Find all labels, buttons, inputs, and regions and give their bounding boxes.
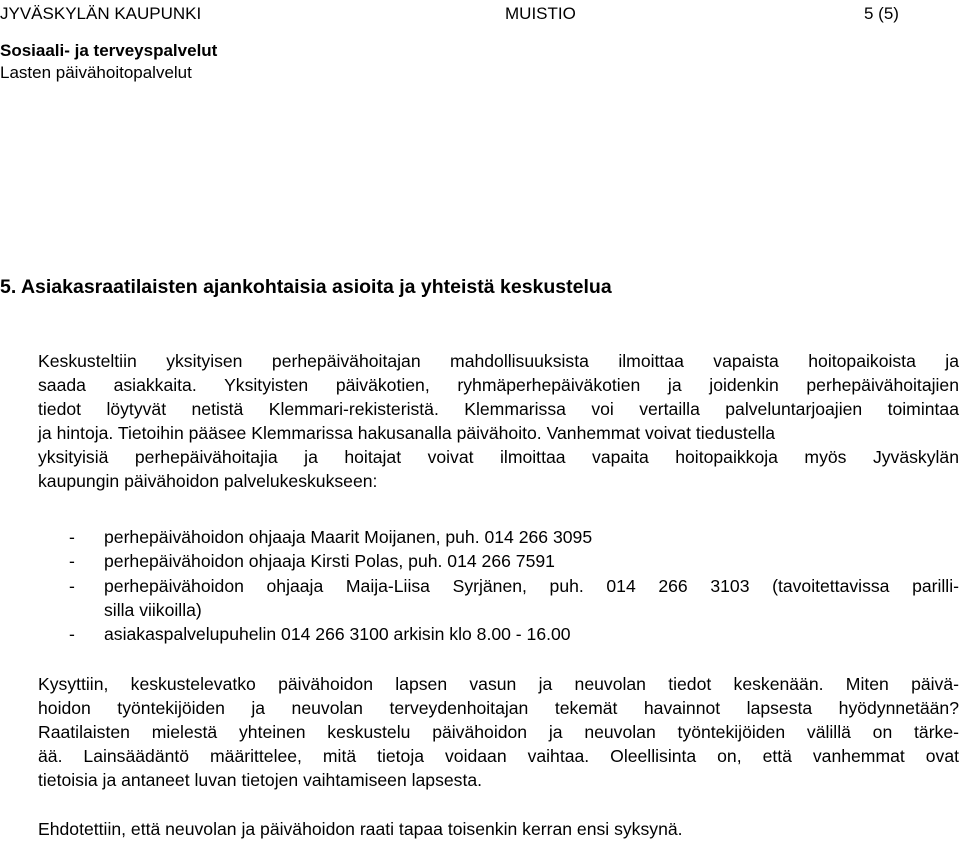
paragraph-line: tiedot löytyvät netistä Klemmari-rekisteristä. Klemmarissa voi vertailla palveluntarjoajien toimintaa	[38, 399, 959, 419]
list-item-text: perhepäivähoidon ohjaaja Maija-Liisa Syrjänen, puh. 014 266 3103 (tavoitettavissa parilli-	[104, 576, 959, 596]
paragraph-line: ää. Lainsäädäntö määrittelee, mitä tietoja voidaan vaihtaa. Oleellisinta on, että vanhemmat ovat	[38, 746, 959, 766]
paragraph-3: Ehdotettiin, että neuvolan ja päivähoidon raati tapaa toisenkin kerran ensi syksynä.	[38, 819, 683, 839]
document-type: MUISTIO	[505, 4, 576, 23]
list-dash: -	[69, 624, 75, 644]
list-dash: -	[69, 527, 75, 547]
paragraph-line: tietoisia ja antaneet luvan tietojen vaihtamiseen lapsesta.	[38, 770, 483, 790]
list-item-text: perhepäivähoidon ohjaaja Maarit Moijanen, puh. 014 266 3095	[104, 527, 593, 547]
paragraph-line: Keskusteltiin yksityisen perhepäivähoitajan mahdollisuuksista ilmoittaa vapaista hoitopaikoista ja	[38, 351, 959, 371]
list-dash: -	[69, 576, 75, 596]
organization-name: JYVÄSKYLÄN KAUPUNKI	[0, 4, 202, 23]
department-name: Sosiaali- ja terveyspalvelut	[0, 41, 218, 60]
paragraph-line: Kysyttiin, keskustelevatko päivähoidon lapsen vasun ja neuvolan tiedot keskenään. Miten päivä-	[38, 674, 959, 694]
paragraph-line: ja hintoja. Tietoihin pääsee Klemmarissa hakusanalla päivähoito. Vanhemmat voivat tiedustella	[38, 423, 776, 443]
section-heading: 5. Asiakasraatilaisten ajankohtaisia asioita ja yhteistä keskustelua	[0, 276, 612, 298]
page-number: 5 (5)	[864, 4, 899, 23]
list-item-text: perhepäivähoidon ohjaaja Kirsti Polas, puh. 014 266 7591	[104, 551, 555, 571]
paragraph-line: Raatilaisten mielestä yhteinen keskustelu päivähoidon ja neuvolan työntekijöiden välillä on tärke-	[38, 722, 959, 742]
paragraph-line: kaupungin päivähoidon palvelukeskukseen:	[38, 471, 378, 491]
list-item-text: asiakaspalvelupuhelin 014 266 3100 arkisin klo 8.00 - 16.00	[104, 624, 571, 644]
paragraph-line: yksityisiä perhepäivähoitajia ja hoitajat voivat ilmoittaa vapaita hoitopaikkoja myös Jyväskylän	[38, 447, 959, 467]
list-dash: -	[69, 551, 75, 571]
list-item-text: silla viikoilla)	[104, 600, 202, 620]
unit-name: Lasten päivähoitopalvelut	[0, 63, 192, 82]
paragraph-line: hoidon työntekijöiden ja neuvolan terveydenhoitajan tekemät havainnot lapsesta hyödynnetään?	[38, 698, 959, 718]
paragraph-line: saada asiakkaita. Yksityisten päiväkotien, ryhmäperhepäiväkotien ja joidenkin perhepäivähoitajien	[38, 375, 959, 395]
